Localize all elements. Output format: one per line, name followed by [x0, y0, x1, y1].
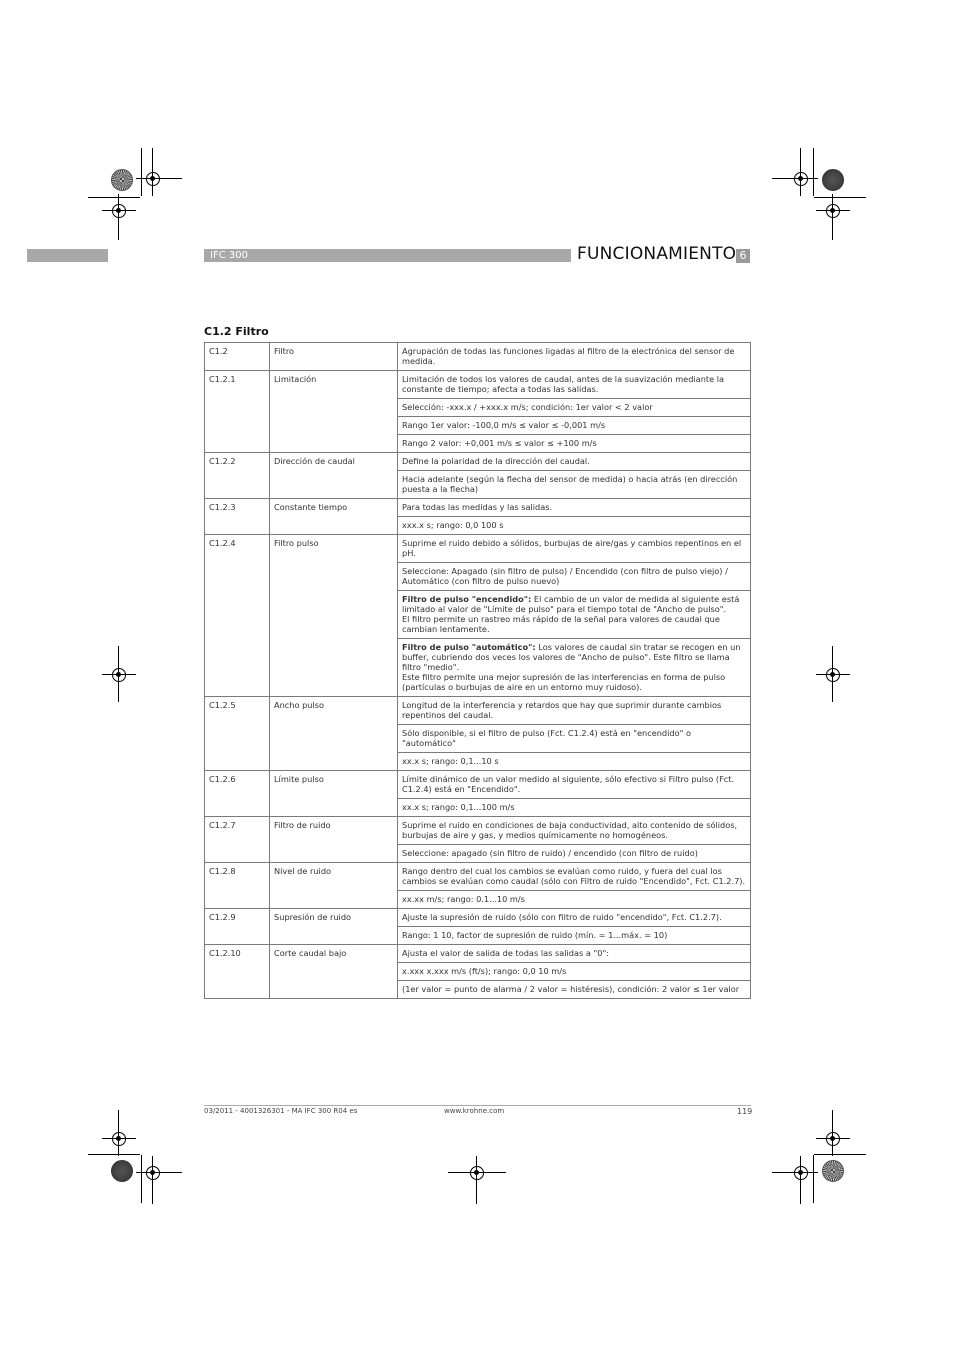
- note-text-detail: Este filtro permite una mejor supresión de las interferencias en forma de pulso (partículas o burbujas de aire en un entorno muy ruidoso).: [402, 672, 726, 692]
- function-code: C1.2.3: [205, 499, 270, 535]
- function-name: Filtro pulso: [270, 535, 398, 697]
- function-description: (1er valor = punto de alarma / 2 valor = histéresis), condición: 2 valor ≤ 1er valor: [398, 981, 751, 999]
- crop-mark: [88, 1154, 140, 1155]
- crop-mark: [476, 1190, 477, 1204]
- crop-mark: [494, 1172, 506, 1173]
- color-target-icon: [822, 1160, 844, 1182]
- function-name: Corte caudal bajo: [270, 945, 398, 999]
- crop-mark: [814, 1154, 866, 1155]
- table-row: [205, 453, 751, 471]
- function-name: Supresión de ruido: [270, 909, 398, 945]
- function-name: Filtro: [270, 343, 398, 371]
- crop-mark: [772, 1172, 784, 1173]
- function-code: C1.2.6: [205, 771, 270, 817]
- crop-mark: [800, 1190, 801, 1204]
- crop-mark: [832, 646, 833, 658]
- crop-mark: [170, 1172, 182, 1173]
- table-row: [205, 945, 751, 963]
- page-number: 119: [737, 1107, 753, 1116]
- registration-mark-icon: [460, 1156, 494, 1190]
- color-target-icon: [822, 169, 844, 191]
- function-description: Rango: 1 10, factor de supresión de ruido (mín. = 1...máx. = 10): [398, 927, 751, 945]
- function-description: Suprime el ruido en condiciones de baja conductividad, alto contenido de sólidos, burbujas de aire y gas, y medios químicamente no homogéneos.: [398, 817, 751, 845]
- table-row: [205, 499, 751, 517]
- crop-mark: [800, 148, 801, 162]
- table-row: [205, 697, 751, 725]
- function-code: C1.2.4: [205, 535, 270, 697]
- function-description: [398, 639, 751, 697]
- header-bar-left: [27, 249, 108, 262]
- table-row: [205, 371, 751, 399]
- function-code: C1.2.2: [205, 453, 270, 499]
- footer-document-id: 03/2011 - 4001326301 - MA IFC 300 R04 es: [204, 1107, 358, 1115]
- function-description: Longitud de la interferencia y retardos que hay que suprimir durante cambios repentinos del caudal.: [398, 697, 751, 725]
- function-description: Ajuste la supresión de ruido (sólo con filtro de ruido "encendido", Fct. C1.2.7).: [398, 909, 751, 927]
- function-description: Agrupación de todas las funciones ligadas al filtro de la electrónica del sensor de medida.: [398, 343, 751, 371]
- table-row: [205, 343, 751, 371]
- crop-mark: [832, 228, 833, 240]
- function-code: C1.2.7: [205, 817, 270, 863]
- function-code: C1.2.10: [205, 945, 270, 999]
- function-name: Nivel de ruido: [270, 863, 398, 909]
- function-code: C1.2: [205, 343, 270, 371]
- table-row: [205, 909, 751, 927]
- registration-mark-icon: [816, 1122, 850, 1156]
- function-code: C1.2.5: [205, 697, 270, 771]
- function-description: Rango 1er valor: -100,0 m/s ≤ valor ≤ -0,001 m/s: [398, 417, 751, 435]
- footer-divider: [204, 1105, 751, 1106]
- registration-mark-icon: [816, 194, 850, 228]
- function-description: Límite dinámico de un valor medido al siguiente, sólo efectivo si Filtro pulso (Fct. C1.2.4) está en "Encendido".: [398, 771, 751, 799]
- function-description: Rango 2 valor: +0,001 m/s ≤ valor ≤ +100 m/s: [398, 435, 751, 453]
- function-description: Suprime el ruido debido a sólidos, burbujas de aire/gas y cambios repentinos en el pH.: [398, 535, 751, 563]
- function-description: Seleccione: apagado (sin filtro de ruido) / encendido (con filtro de ruido): [398, 845, 751, 863]
- registration-mark-icon: [102, 1122, 136, 1156]
- note-heading: Filtro de pulso "encendido":: [402, 594, 532, 604]
- crop-mark: [170, 178, 182, 179]
- function-name: Límite pulso: [270, 771, 398, 817]
- footer-website: www.krohne.com: [444, 1107, 505, 1115]
- table-row: [205, 817, 751, 845]
- function-description: xx.x s; rango: 0,1...10 s: [398, 753, 751, 771]
- crop-mark: [152, 1190, 153, 1204]
- function-description: Selección: -xxx.x / +xxx.x m/s; condición: 1er valor < 2 valor: [398, 399, 751, 417]
- note-text: Los valores de caudal sin tratar se recogen en un buffer, cubriendo dos veces los valores de "Ancho de pulso". Este filtro se llama filtro "medio".: [402, 642, 741, 672]
- function-name: Filtro de ruido: [270, 817, 398, 863]
- function-description: xx.x s; rango: 0,1...100 m/s: [398, 799, 751, 817]
- color-target-icon: [111, 1160, 133, 1182]
- function-description: Ajusta el valor de salida de todas las salidas a "0":: [398, 945, 751, 963]
- crop-mark: [772, 178, 784, 179]
- crop-mark: [832, 692, 833, 702]
- function-table: [204, 342, 751, 999]
- crop-mark: [152, 148, 153, 162]
- section-title: C1.2 Filtro: [204, 325, 269, 338]
- registration-mark-icon: [136, 1156, 170, 1190]
- note-text-detail: El filtro permite un rastreo más rápido de la señal para valores de caudal que cambian lentamente.: [402, 614, 720, 634]
- function-description: Seleccione: Apagado (sin filtro de pulso) / Encendido (con filtro de pulso viejo) / Automático (con filtro de pulso nuevo): [398, 563, 751, 591]
- crop-mark: [832, 1110, 833, 1122]
- product-name: IFC 300: [210, 250, 248, 261]
- note-text: El cambio de un valor de medida al siguiente está limitado al valor de "Límite de pulso" para el tiempo total de "Ancho de pulso".: [402, 594, 740, 614]
- function-description: xxx.x s; rango: 0,0 100 s: [398, 517, 751, 535]
- function-name: Dirección de caudal: [270, 453, 398, 499]
- crop-mark: [118, 692, 119, 702]
- registration-mark-icon: [102, 658, 136, 692]
- function-description: x.xxx x.xxx m/s (ft/s); rango: 0,0 10 m/s: [398, 963, 751, 981]
- chapter-number: 6: [736, 249, 750, 263]
- table-row: [205, 771, 751, 799]
- function-description: Define la polaridad de la dirección del caudal.: [398, 453, 751, 471]
- function-description: Limitación de todos los valores de caudal, antes de la suavización mediante la constante de tiempo; afecta a todas las salidas.: [398, 371, 751, 399]
- function-description: Hacia adelante (según la flecha del sensor de medida) o hacia atrás (en dirección puesta a la flecha): [398, 471, 751, 499]
- note-heading: Filtro de pulso "automático":: [402, 642, 536, 652]
- table-row: [205, 535, 751, 563]
- function-code: C1.2.9: [205, 909, 270, 945]
- function-name: Limitación: [270, 371, 398, 453]
- function-description: [398, 591, 751, 639]
- registration-mark-icon: [784, 1156, 818, 1190]
- function-name: Constante tiempo: [270, 499, 398, 535]
- color-target-icon: [111, 169, 133, 191]
- function-code: C1.2.1: [205, 371, 270, 453]
- header-bar: [204, 249, 571, 262]
- function-code: C1.2.8: [205, 863, 270, 909]
- function-description: Rango dentro del cual los cambios se evalúan como ruido, y fuera del cual los cambios se evalúan como caudal (sólo con Filtro de ruido "Encendido", Fct. C1.2.7).: [398, 863, 751, 891]
- crop-mark: [813, 148, 814, 196]
- function-description: Para todas las medidas y las salidas.: [398, 499, 751, 517]
- table-row: [205, 863, 751, 891]
- crop-mark: [118, 1110, 119, 1122]
- registration-mark-icon: [816, 658, 850, 692]
- function-description: xx.xx m/s; rango: 0.1...10 m/s: [398, 891, 751, 909]
- function-name: Ancho pulso: [270, 697, 398, 771]
- crop-mark: [141, 148, 142, 196]
- chapter-title: FUNCIONAMIENTO: [577, 244, 737, 264]
- crop-mark: [118, 228, 119, 240]
- function-description: Sólo disponible, si el filtro de pulso (Fct. C1.2.4) está en "encendido" o "automático": [398, 725, 751, 753]
- crop-mark: [118, 646, 119, 658]
- crop-mark: [448, 1172, 460, 1173]
- registration-mark-icon: [102, 194, 136, 228]
